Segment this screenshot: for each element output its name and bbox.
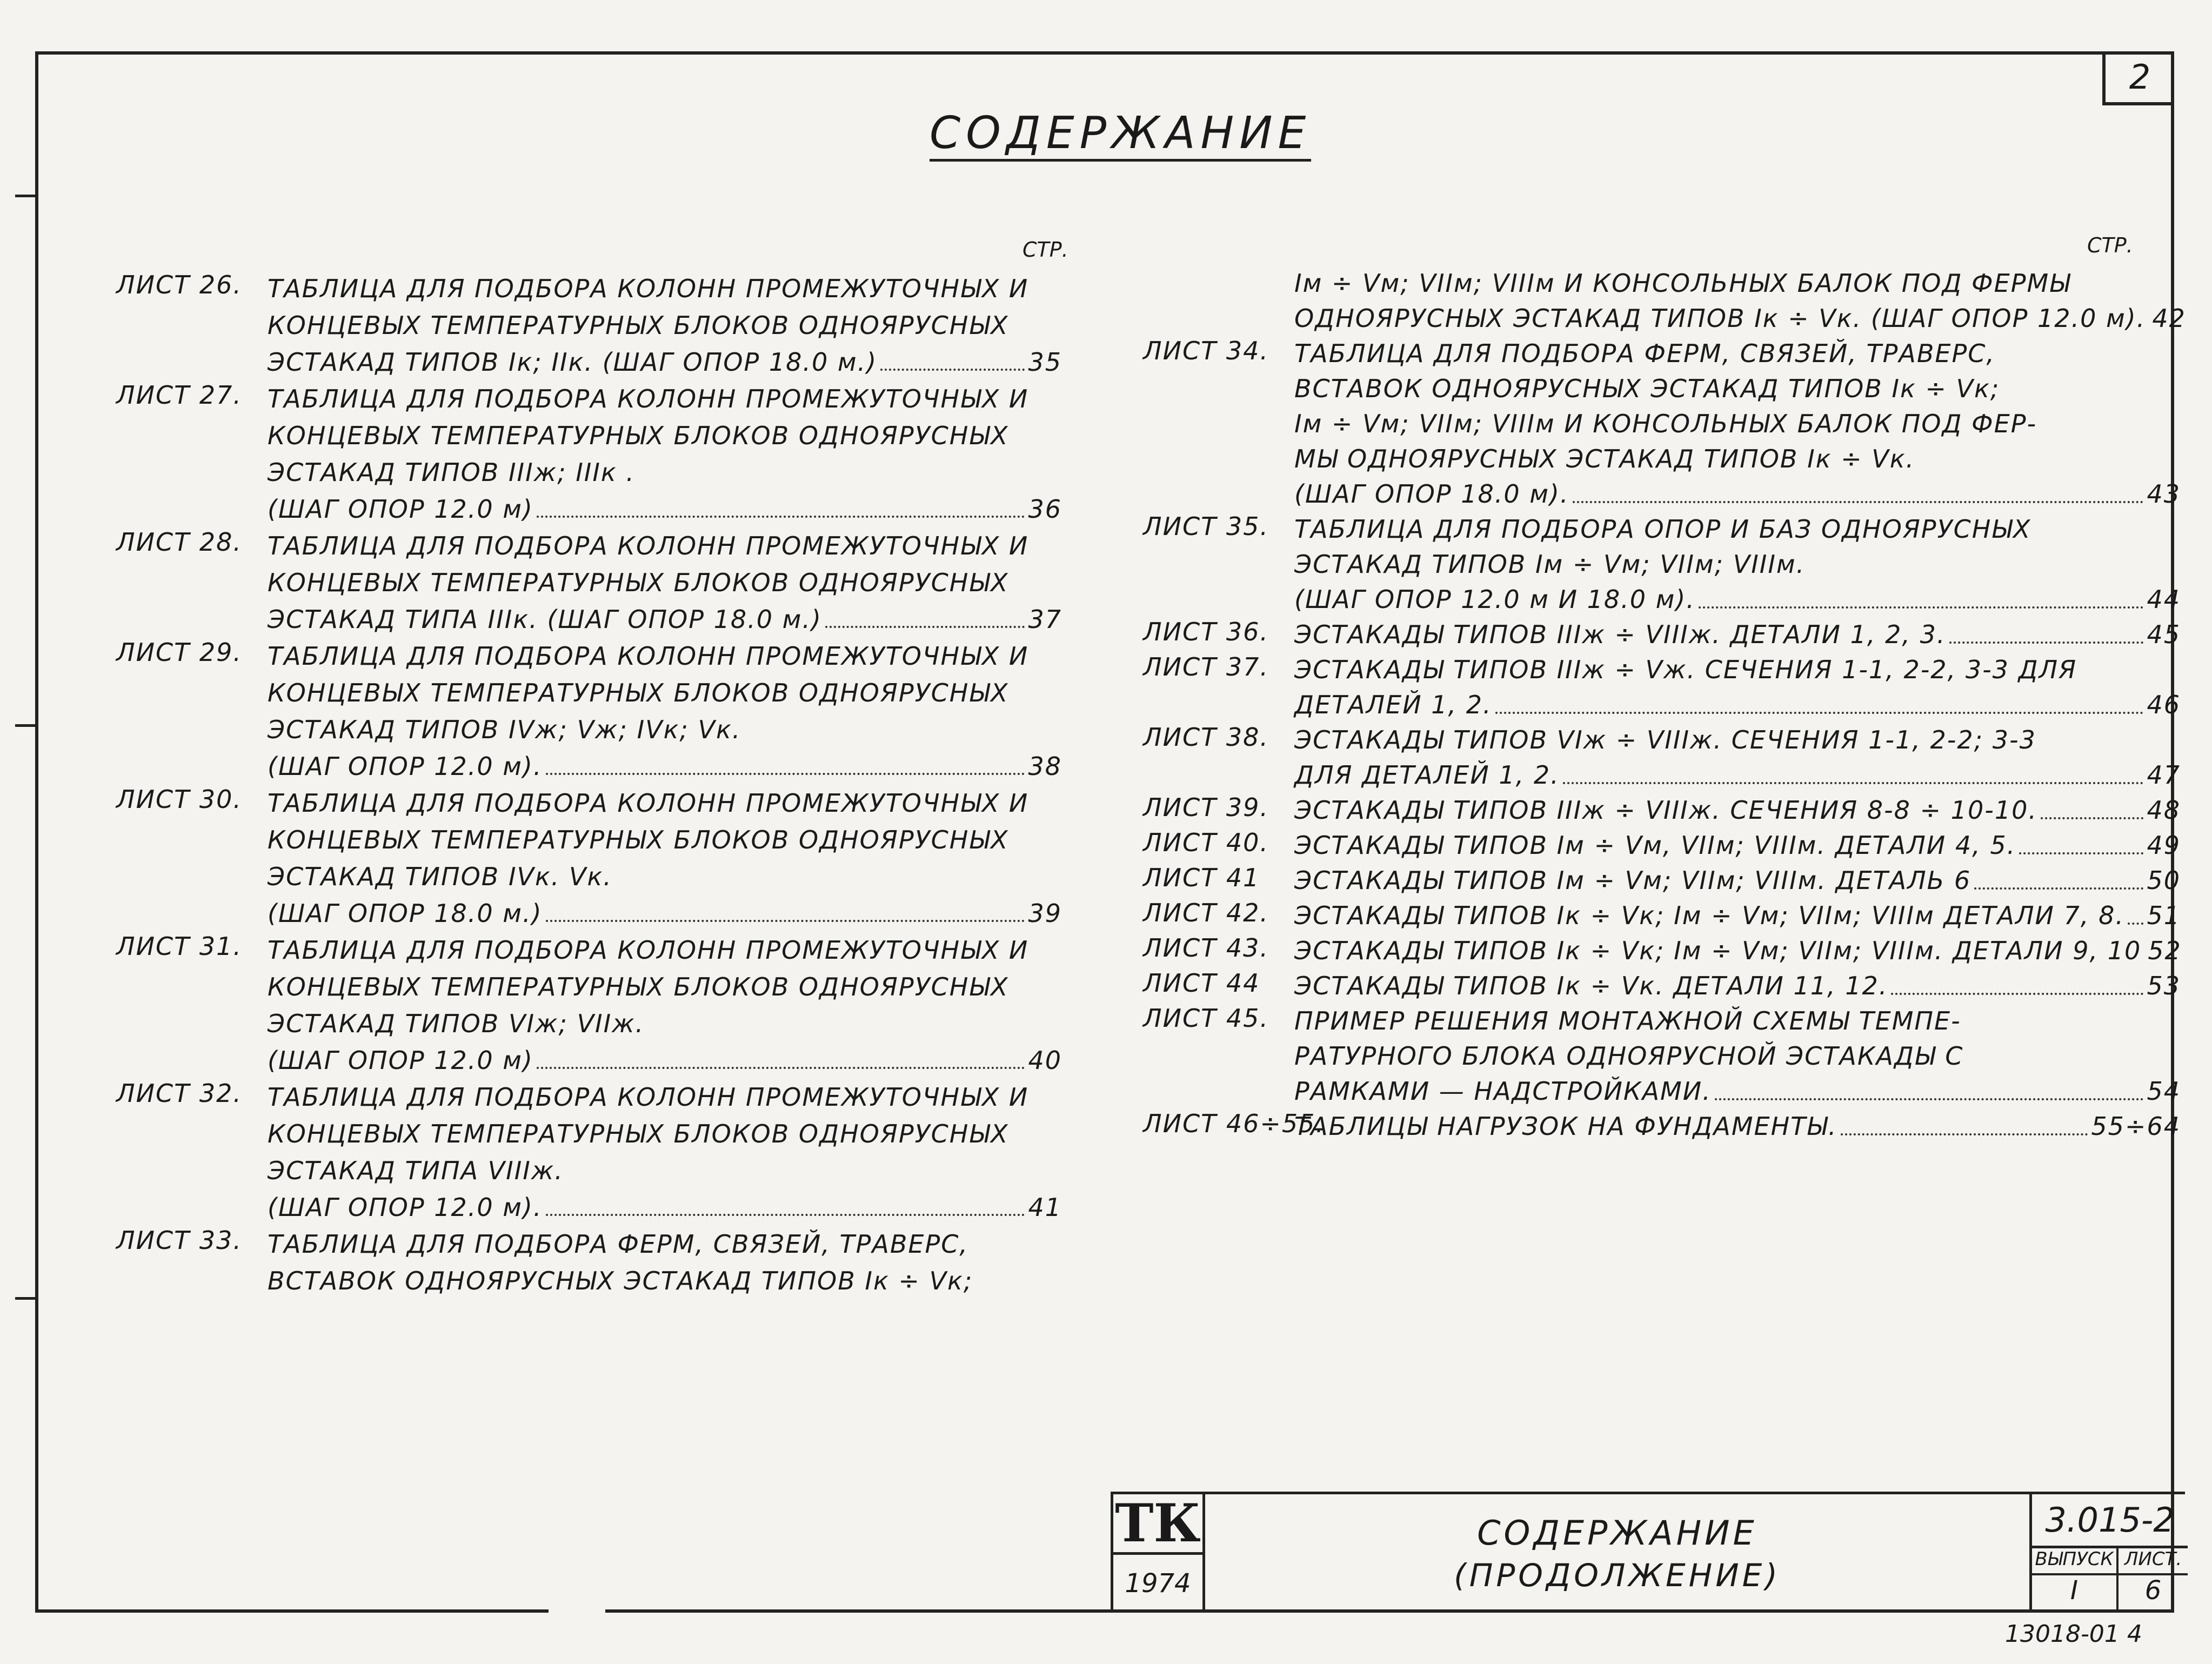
document-code: 3.015-2 bbox=[2032, 1494, 2188, 1548]
toc-entry-text: ТАБЛИЦЫ НАГРУЗОК НА ФУНДАМЕНТЫ. bbox=[1294, 1112, 1837, 1141]
toc-sheet-number: ЛИСТ 39. bbox=[1143, 793, 1269, 822]
toc-page-number: 42 bbox=[2152, 304, 2186, 333]
toc-entry-text: ЭСТАКАДЫ ТИПОВ Iк ÷ Vк; Iм ÷ Vм; VIIм; VIIIм ДЕТАЛИ 7, 8. bbox=[1294, 901, 2124, 930]
dot-leader bbox=[1949, 641, 2144, 644]
toc-sheet-number: ЛИСТ 44 bbox=[1143, 968, 1260, 998]
toc-page-number: 47 bbox=[2147, 760, 2181, 790]
toc-entry-text: ЭСТАКАДЫ ТИПОВ Iм ÷ Vм, VIIм; VIIIм. ДЕТАЛИ 4, 5. bbox=[1294, 831, 2016, 860]
toc-sheet-number: ЛИСТ 26. bbox=[116, 270, 242, 299]
dot-leader bbox=[546, 920, 1025, 922]
toc-entry-text: ЭСТАКАД ТИПОВ IVж; Vж; IVк; Vк. bbox=[268, 715, 741, 744]
toc-entry-text: ТАБЛИЦА ДЛЯ ПОДБОРА КОЛОНН ПРОМЕЖУТОЧНЫХ И bbox=[268, 935, 1029, 965]
toc-entry-text: ВСТАВОК ОДНОЯРУСНЫХ ЭСТАКАД ТИПОВ Iк ÷ Vк; bbox=[268, 1266, 973, 1295]
toc-page-number: 37 bbox=[1028, 605, 1062, 634]
toc-entry-text: КОНЦЕВЫХ ТЕМПЕРАТУРНЫХ БЛОКОВ ОДНОЯРУСНЫХ bbox=[268, 421, 1009, 450]
dot-leader bbox=[537, 516, 1025, 518]
toc-entry-text: КОНЦЕВЫХ ТЕМПЕРАТУРНЫХ БЛОКОВ ОДНОЯРУСНЫХ bbox=[268, 678, 1009, 707]
page-number: 2 bbox=[2102, 51, 2174, 105]
toc-entry-text: ДЕТАЛЕЙ 1, 2. bbox=[1294, 690, 1492, 719]
toc-entry-text: ЭСТАКАД ТИПОВ Iк; IIк. (ШАГ ОПОР 18.0 м.) bbox=[268, 347, 878, 377]
page-column-label-left: СТР. bbox=[1023, 238, 1068, 262]
toc-entry-text: ЭСТАКАДЫ ТИПОВ IIIж ÷ VIIIж. ДЕТАЛИ 1, 2, 3. bbox=[1294, 620, 1946, 649]
margin-tick bbox=[15, 724, 37, 727]
archive-number: 13018-01 4 bbox=[2005, 1620, 2142, 1648]
toc-entry-text: ТАБЛИЦА ДЛЯ ПОДБОРА ФЕРМ, СВЯЗЕЙ, ТРАВЕРС, bbox=[268, 1229, 968, 1259]
title-block bbox=[1111, 1492, 2185, 1609]
toc-entry-text: ЭСТАКАД ТИПА IIIк. (ШАГ ОПОР 18.0 м.) bbox=[268, 605, 822, 634]
toc-page-number: 53 bbox=[2147, 971, 2181, 1000]
toc-entry-text: (ШАГ ОПОР 18.0 м). bbox=[1294, 479, 1569, 509]
toc-entry-text: Iм ÷ Vм; VIIм; VIIIм И КОНСОЛЬНЫХ БАЛОК ПОД ФЕРМЫ bbox=[1294, 269, 2071, 298]
toc-sheet-number: ЛИСТ 34. bbox=[1143, 336, 1269, 365]
toc-entry-text: (ШАГ ОПОР 12.0 м). bbox=[268, 1193, 543, 1222]
issue-label: ВЫПУСК bbox=[2032, 1548, 2119, 1575]
dot-leader bbox=[1715, 1098, 2144, 1100]
toc-sheet-number: ЛИСТ 28. bbox=[116, 527, 242, 557]
toc-entry-text: (ШАГ ОПОР 12.0 м) bbox=[268, 494, 533, 524]
toc-entry-text: ВСТАВОК ОДНОЯРУСНЫХ ЭСТАКАД ТИПОВ Iк ÷ Vк; bbox=[1294, 374, 2000, 403]
toc-sheet-number: ЛИСТ 36. bbox=[1143, 617, 1269, 646]
toc-page-number: 43 bbox=[2147, 479, 2181, 509]
toc-entry-text: ЭСТАКАДЫ ТИПОВ Iм ÷ Vм; VIIм; VIIIм. ДЕТАЛЬ 6 bbox=[1294, 866, 1972, 895]
toc-sheet-number: ЛИСТ 37. bbox=[1143, 652, 1269, 681]
dot-leader bbox=[2128, 923, 2143, 925]
toc-entry-text: РАМКАМИ — НАДСТРОЙКАМИ. bbox=[1294, 1077, 1712, 1106]
toc-entry-text: МЫ ОДНОЯРУСНЫХ ЭСТАКАД ТИПОВ Iк ÷ Vк. bbox=[1294, 444, 1915, 473]
toc-page-number: 36 bbox=[1028, 494, 1062, 524]
stamp-title-line1: СОДЕРЖАНИЕ bbox=[1477, 1513, 1757, 1553]
toc-page-number: 51 bbox=[2147, 901, 2181, 930]
toc-entry-text: КОНЦЕВЫХ ТЕМПЕРАТУРНЫХ БЛОКОВ ОДНОЯРУСНЫХ bbox=[268, 311, 1009, 340]
dot-leader bbox=[1891, 993, 2143, 995]
dot-leader bbox=[2041, 817, 2143, 819]
toc-entry-text: ЭСТАКАДЫ ТИПОВ IIIж ÷ VIIIж. СЕЧЕНИЯ 8-8 ÷ 10-10. bbox=[1294, 796, 2037, 825]
dot-leader bbox=[1699, 606, 2144, 609]
toc-entry-text: ДЛЯ ДЕТАЛЕЙ 1, 2. bbox=[1294, 760, 1560, 790]
toc-entry-text: ТАБЛИЦА ДЛЯ ПОДБОРА КОЛОНН ПРОМЕЖУТОЧНЫХ И bbox=[268, 274, 1029, 303]
toc-sheet-number: ЛИСТ 30. bbox=[116, 785, 242, 814]
toc-entry-text: (ШАГ ОПОР 12.0 м И 18.0 м). bbox=[1294, 585, 1695, 614]
dot-leader bbox=[537, 1067, 1025, 1069]
dot-leader bbox=[1841, 1133, 2088, 1135]
toc-page-number: 54 bbox=[2147, 1077, 2181, 1106]
toc-sheet-number: ЛИСТ 32. bbox=[116, 1079, 242, 1108]
tk-logo: ТК bbox=[1113, 1494, 1205, 1555]
toc-entry-text: КОНЦЕВЫХ ТЕМПЕРАТУРНЫХ БЛОКОВ ОДНОЯРУСНЫХ bbox=[268, 568, 1009, 597]
sheet-value: 6 bbox=[2144, 1575, 2162, 1606]
toc-entry-text: ПРИМЕР РЕШЕНИЯ МОНТАЖНОЙ СХЕМЫ ТЕМПЕ- bbox=[1294, 1006, 1961, 1035]
toc-sheet-number: ЛИСТ 40. bbox=[1143, 828, 1269, 857]
toc-entry-text: Iм ÷ Vм; VIIм; VIIIм И КОНСОЛЬНЫХ БАЛОК ПОД ФЕР- bbox=[1294, 409, 2037, 438]
toc-page-number: 40 bbox=[1028, 1046, 1062, 1075]
margin-tick bbox=[15, 1297, 37, 1300]
toc-sheet-number: ЛИСТ 45. bbox=[1143, 1004, 1269, 1033]
sheet-label: ЛИСТ. bbox=[2119, 1548, 2188, 1575]
stamp-title bbox=[1205, 1494, 2032, 1612]
dot-leader bbox=[2019, 852, 2143, 854]
dot-leader bbox=[1974, 887, 2143, 890]
toc-entry-text: ОДНОЯРУСНЫХ ЭСТАКАД ТИПОВ Iк ÷ Vк. (ШАГ ОПОР 12.0 м). bbox=[1294, 304, 2146, 333]
toc-sheet-number: ЛИСТ 29. bbox=[116, 638, 242, 667]
toc-sheet-number: ЛИСТ 43. bbox=[1143, 933, 1269, 963]
toc-entry-text: ТАБЛИЦА ДЛЯ ПОДБОРА КОЛОНН ПРОМЕЖУТОЧНЫХ И bbox=[268, 788, 1029, 818]
toc-page-number: 44 bbox=[2147, 585, 2181, 614]
toc-entry-text: КОНЦЕВЫХ ТЕМПЕРАТУРНЫХ БЛОКОВ ОДНОЯРУСНЫХ bbox=[268, 972, 1009, 1001]
toc-page-number: 38 bbox=[1028, 752, 1062, 781]
dot-leader bbox=[825, 626, 1025, 628]
dot-leader bbox=[1573, 501, 2144, 503]
page-title: СОДЕРЖАНИЕ bbox=[930, 108, 1311, 162]
toc-sheet-number: ЛИСТ 33. bbox=[116, 1226, 242, 1255]
dot-leader bbox=[1563, 782, 2144, 784]
toc-entry-text: КОНЦЕВЫХ ТЕМПЕРАТУРНЫХ БЛОКОВ ОДНОЯРУСНЫХ bbox=[268, 825, 1009, 854]
toc-page-number: 41 bbox=[1028, 1193, 1062, 1222]
toc-page-number: 49 bbox=[2147, 831, 2181, 860]
toc-sheet-number: ЛИСТ 35. bbox=[1143, 512, 1269, 541]
stamp-title-line2: (ПРОДОЛЖЕНИЕ) bbox=[1454, 1556, 1781, 1594]
toc-entry-text: ТАБЛИЦА ДЛЯ ПОДБОРА КОЛОНН ПРОМЕЖУТОЧНЫХ И bbox=[268, 1082, 1029, 1112]
toc-page-number: 45 bbox=[2147, 620, 2181, 649]
toc-entry-text: ЭСТАКАД ТИПОВ VIж; VIIж. bbox=[268, 1009, 645, 1038]
issue-value: I bbox=[2032, 1575, 2119, 1612]
toc-entry-text: ЭСТАКАД ТИПОВ IVк. Vк. bbox=[268, 862, 612, 891]
toc-sheet-number: ЛИСТ 41 bbox=[1143, 863, 1260, 892]
toc-page-number: 52 bbox=[2148, 936, 2182, 965]
frame-bottom-line-left bbox=[35, 1609, 549, 1613]
dot-leader bbox=[546, 1214, 1025, 1216]
toc-page-number: 39 bbox=[1028, 899, 1062, 928]
stamp-year: 1974 bbox=[1113, 1555, 1205, 1612]
toc-sheet-number: ЛИСТ 38. bbox=[1143, 723, 1269, 752]
toc-page-number: 35 bbox=[1028, 347, 1062, 377]
toc-entry-text: ТАБЛИЦА ДЛЯ ПОДБОРА ОПОР И БАЗ ОДНОЯРУСНЫХ bbox=[1294, 514, 2031, 544]
margin-tick bbox=[15, 195, 37, 197]
toc-page-number: 55÷64 bbox=[2091, 1112, 2181, 1141]
toc-page-number: 48 bbox=[2147, 796, 2181, 825]
toc-entry-text: ТАБЛИЦА ДЛЯ ПОДБОРА КОЛОНН ПРОМЕЖУТОЧНЫХ И bbox=[268, 531, 1029, 560]
dot-leader bbox=[1495, 712, 2144, 714]
toc-entry-text: КОНЦЕВЫХ ТЕМПЕРАТУРНЫХ БЛОКОВ ОДНОЯРУСНЫХ bbox=[268, 1119, 1009, 1148]
toc-entry-text: ЭСТАКАДЫ ТИПОВ IIIж ÷ Vж. СЕЧЕНИЯ 1-1, 2-2, 3-3 ДЛЯ bbox=[1294, 655, 2077, 684]
toc-sheet-number: ЛИСТ 27. bbox=[116, 380, 242, 410]
toc-entry-text: ЭСТАКАДЫ ТИПОВ Iк ÷ Vк. ДЕТАЛИ 11, 12. bbox=[1294, 971, 1888, 1000]
toc-entry-text: ЭСТАКАДЫ ТИПОВ VIж ÷ VIIIж. СЕЧЕНИЯ 1-1, 2-2; 3-3 bbox=[1294, 725, 2036, 754]
toc-entry-text: РАТУРНОГО БЛОКА ОДНОЯРУСНОЙ ЭСТАКАДЫ С bbox=[1294, 1041, 1964, 1071]
toc-page-number: 46 bbox=[2147, 690, 2181, 719]
toc-entry-text: ЭСТАКАД ТИПОВ Iм ÷ Vм; VIIм; VIIIм. bbox=[1294, 550, 1806, 579]
toc-entry-text: (ШАГ ОПОР 18.0 м.) bbox=[268, 899, 543, 928]
toc-sheet-number: ЛИСТ 31. bbox=[116, 932, 242, 961]
toc-entry-text: ТАБЛИЦА ДЛЯ ПОДБОРА КОЛОНН ПРОМЕЖУТОЧНЫХ И bbox=[268, 641, 1029, 671]
toc-entry-text: ЭСТАКАДЫ ТИПОВ Iк ÷ Vк; Iм ÷ Vм; VIIм; VIIIм. ДЕТАЛИ 9, 10 bbox=[1294, 936, 2142, 965]
dot-leader bbox=[880, 369, 1025, 371]
toc-entry-text: ТАБЛИЦА ДЛЯ ПОДБОРА ФЕРМ, СВЯЗЕЙ, ТРАВЕРС, bbox=[1294, 339, 1995, 368]
toc-entry-text: ЭСТАКАД ТИПА VIIIж. bbox=[268, 1156, 564, 1185]
toc-page-number: 50 bbox=[2147, 866, 2181, 895]
toc-entry-text: (ШАГ ОПОР 12.0 м) bbox=[268, 1046, 533, 1075]
toc-entry-text: ТАБЛИЦА ДЛЯ ПОДБОРА КОЛОНН ПРОМЕЖУТОЧНЫХ И bbox=[268, 384, 1029, 413]
page-column-label-right: СТР. bbox=[2087, 233, 2133, 257]
toc-sheet-number: ЛИСТ 42. bbox=[1143, 898, 1269, 927]
toc-entry-text: (ШАГ ОПОР 12.0 м). bbox=[268, 752, 543, 781]
toc-entry-text: ЭСТАКАД ТИПОВ IIIж; IIIк . bbox=[268, 458, 635, 487]
toc-sheet-number: ЛИСТ 46÷55. bbox=[1143, 1109, 1325, 1138]
dot-leader bbox=[546, 773, 1025, 775]
